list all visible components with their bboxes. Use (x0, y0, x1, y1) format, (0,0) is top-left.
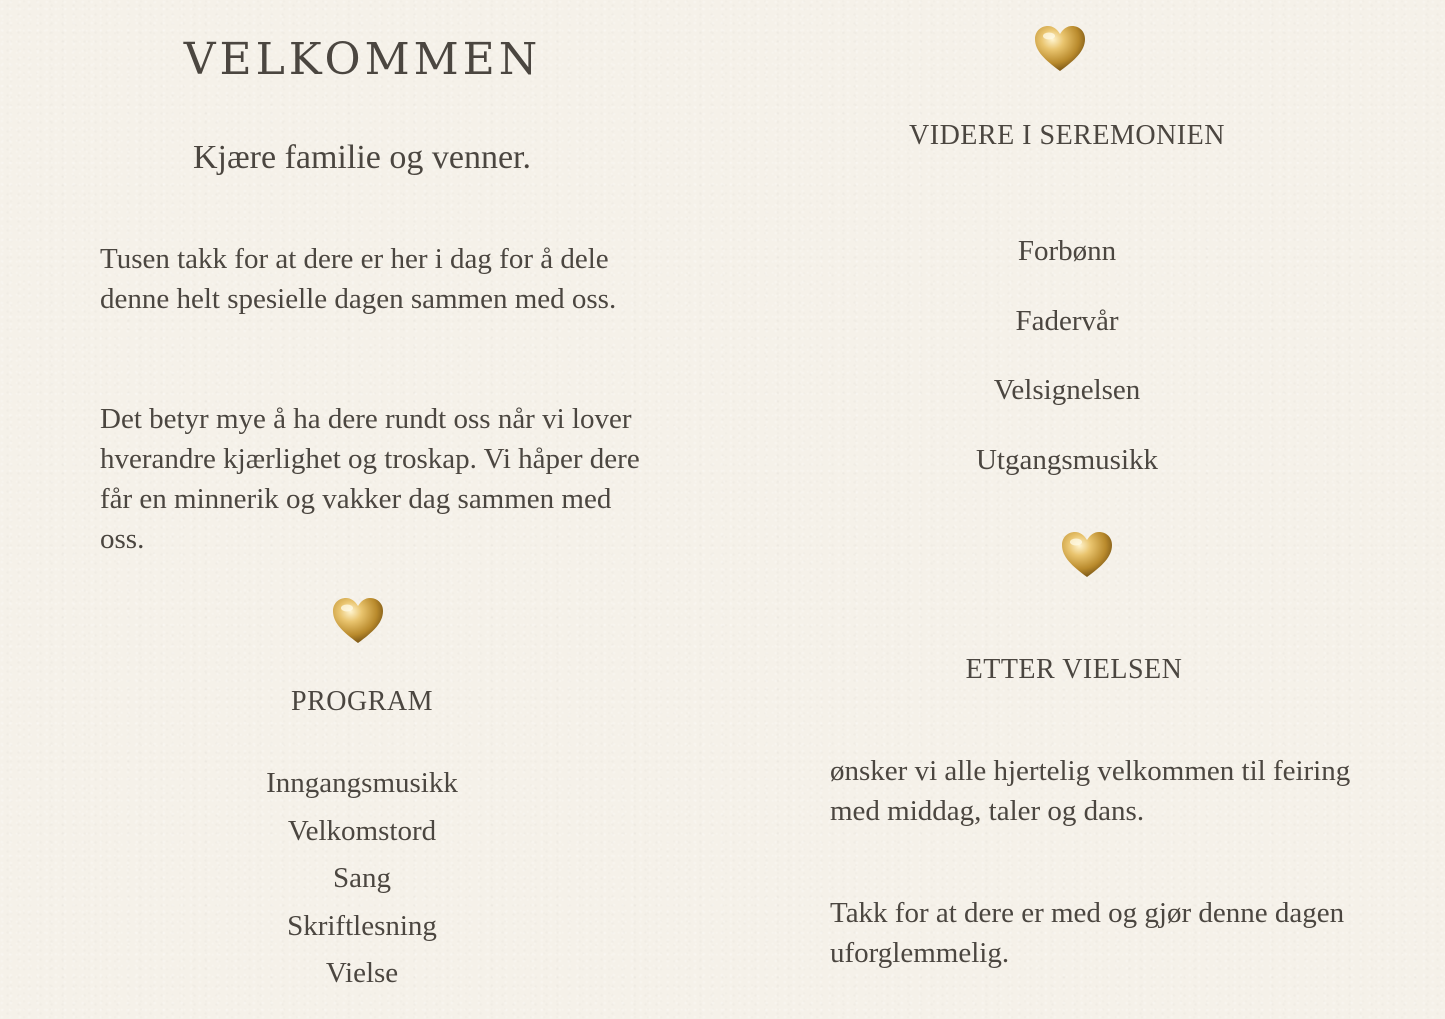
after-ceremony-heading: ETTER VIELSEN (965, 654, 1183, 685)
program-item: Vielse (325, 957, 399, 989)
program-item: Inngangsmusikk (266, 767, 458, 799)
ceremony-item: Velsignelsen (993, 374, 1141, 406)
gold-heart-icon (1033, 24, 1087, 74)
program-heading: PROGRAM (291, 686, 433, 717)
gold-heart-icon (1060, 530, 1114, 580)
promise-paragraph: Det betyr mye å ha dere rundt oss når vi lover hverandre kjærlighet og troskap. Vi håper dere får en minnerik og vakker dag sammen med oss. (100, 403, 640, 555)
ceremony-continued-list (917, 217, 1217, 495)
program-item: Skriftlesning (287, 909, 437, 942)
program-list (212, 760, 512, 998)
page-title: VELKOMMEN (183, 34, 542, 85)
welcome-paragraph: Tusen takk for at dere er her i dag for å dele denne helt spesielle dagen sammen med oss. (100, 243, 617, 315)
ceremony-item: Fadervår (1015, 304, 1119, 337)
greeting-subtitle: Kjære familie og venner. (192, 139, 531, 176)
ceremony-continued-heading: VIDERE I SEREMONIEN (909, 120, 1225, 151)
program-item: Velkomstord (287, 814, 437, 847)
gold-heart-icon (331, 596, 385, 646)
program-item: Sang (333, 862, 391, 894)
celebration-paragraph: ønsker vi alle hjertelig velkommen til feiring med middag, taler og dans. (830, 755, 1351, 827)
ceremony-item: Utgangsmusikk (975, 443, 1159, 476)
thanks-paragraph: Takk for at dere er med og gjør denne dagen uforglemmelig. (830, 897, 1345, 969)
ceremony-item: Forbønn (1017, 235, 1117, 267)
